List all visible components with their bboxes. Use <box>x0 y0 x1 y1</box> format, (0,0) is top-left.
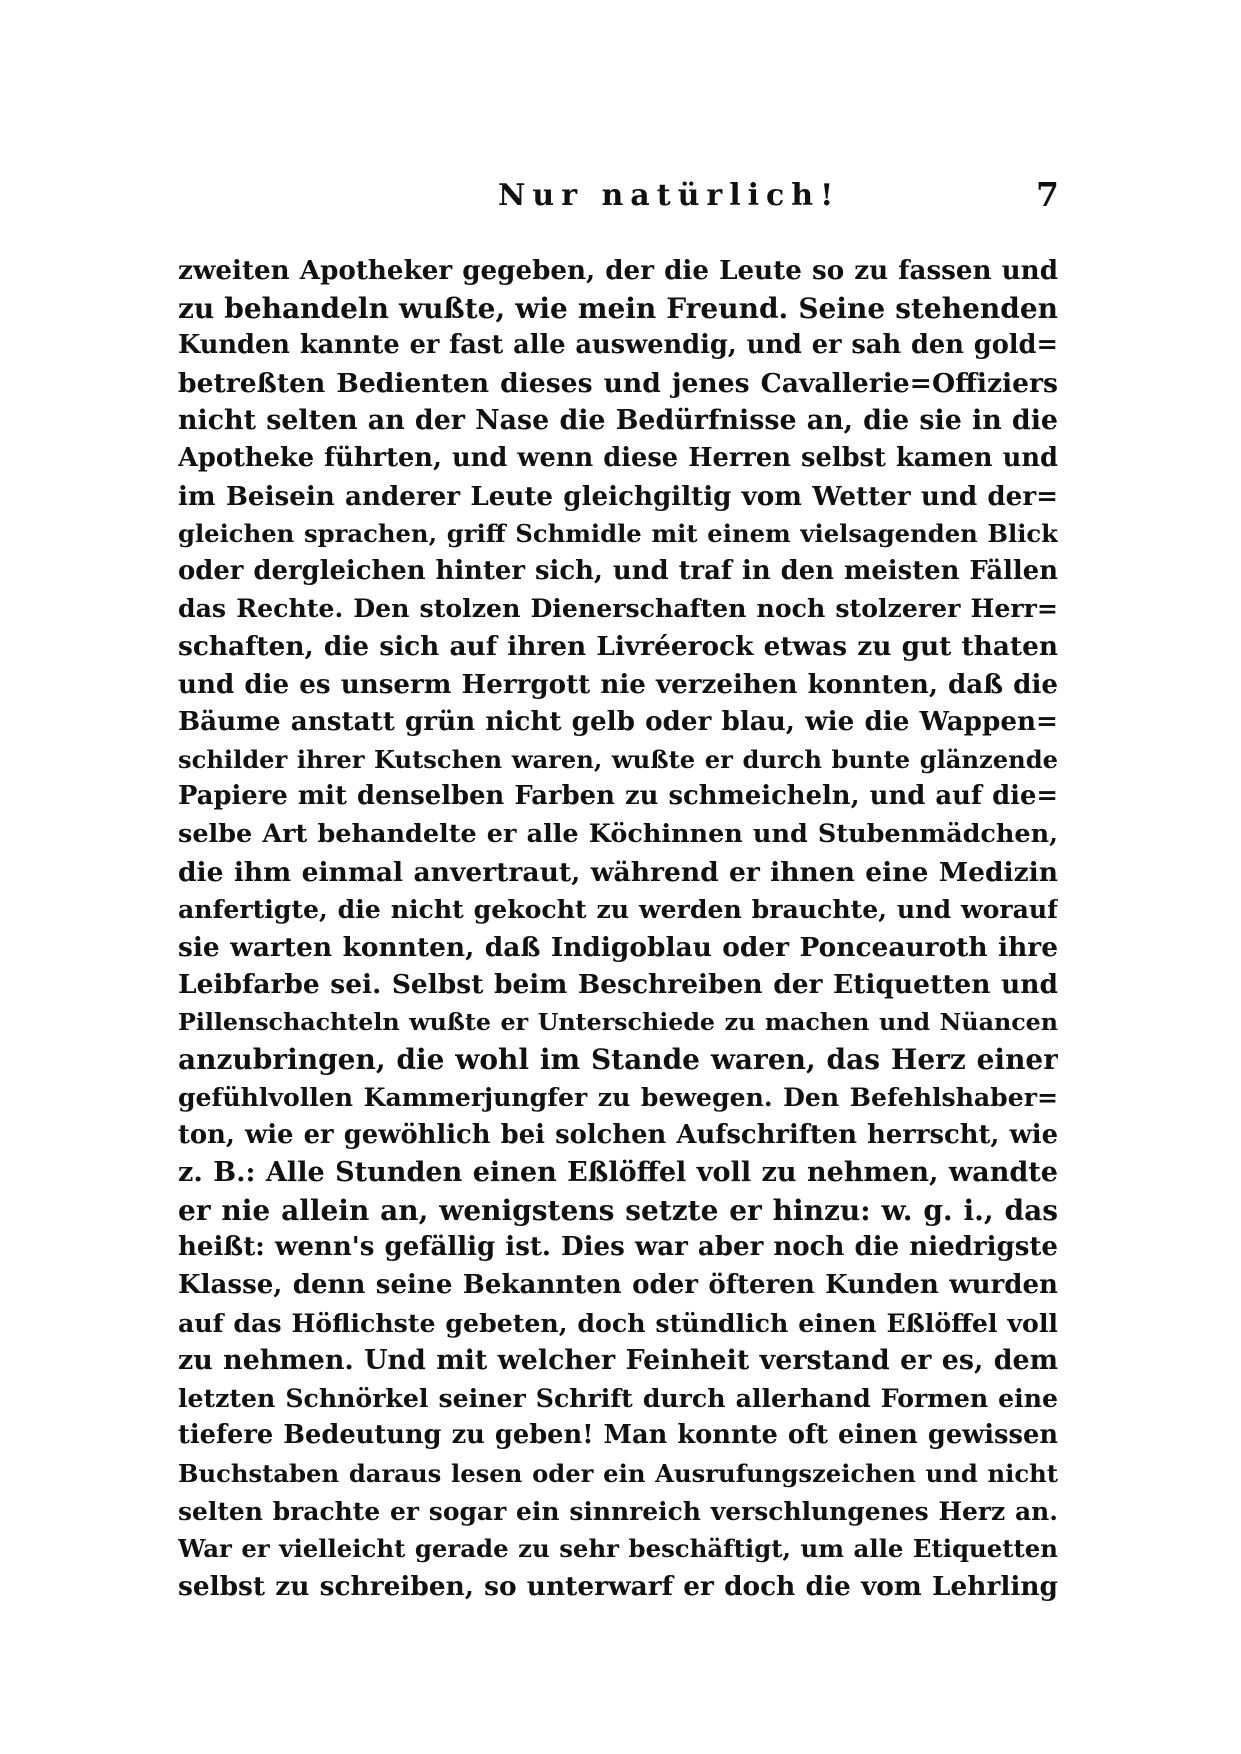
text-line: heißt: wenn's gefällig ist. Dies war aber noch die niedrigste <box>178 1232 1058 1263</box>
text-line: das Rechte. Den stolzen Dienerschaften noch stolzerer Herr= <box>178 593 1058 624</box>
text-line: schaften, die sich auf ihren Livréerock etwas zu gut thaten <box>178 630 1058 662</box>
text-line: zu behandeln wußte, wie mein Freund. Seine stehenden <box>178 291 1058 325</box>
text-line: zu nehmen. Und mit welcher Feinheit verstand er es, dem <box>178 1345 1058 1377</box>
text-line: gefühlvollen Kammerjungfer zu bewegen. Den Befehlshaber= <box>178 1082 1058 1113</box>
page-number: 7 <box>1036 175 1059 214</box>
text-line: z. B.: Alle Stunden einen Eßlöffel voll zu nehmen, wandte <box>178 1157 1058 1189</box>
text-line: tiefere Bedeutung zu geben! Man konnte oft einen gewissen <box>178 1420 1058 1451</box>
body-text <box>178 252 1058 1605</box>
text-line: im Beisein anderer Leute gleichgiltig vom Wetter und der= <box>178 480 1058 512</box>
text-line: anzubringen, die wohl im Stande waren, das Herz einer <box>178 1043 1058 1077</box>
text-line: selbst zu schreiben, so unterwarf er doch die vom Lehrling <box>178 1570 1058 1602</box>
text-line: zweiten Apotheker gegeben, der die Leute so zu fassen und <box>178 255 1058 286</box>
text-line: Kunden kannte er fast alle auswendig, und er sah den gold= <box>178 330 1058 361</box>
text-line: Apotheke führten, und wenn diese Herren selbst kamen und <box>178 442 1058 473</box>
text-line: Pillenschachteln wußte er Unterschiede zu machen und Nüancen <box>178 1007 1058 1036</box>
text-line: selten brachte er sogar ein sinnreich verschlungenes Herz an. <box>178 1496 1058 1526</box>
text-line: oder dergleichen hinter sich, und traf in den meisten Fällen <box>178 555 1058 586</box>
text-line: anfertigte, die nicht gekocht zu werden brauchte, und worauf <box>178 894 1058 925</box>
text-line: Klasse, denn seine Bekannten oder öfteren Kunden wurden <box>178 1270 1058 1301</box>
text-line: Buchstaben daraus lesen oder ein Ausrufungszeichen und nicht <box>178 1459 1058 1488</box>
text-line: und die es unserm Herrgott nie verzeihen konnten, daß die <box>178 668 1058 700</box>
text-line: sie warten konnten, daß Indigoblau oder Ponceauroth ihre <box>178 931 1058 963</box>
text-line: die ihm einmal anvertraut, während er ihnen eine Medizin <box>178 856 1058 888</box>
text-line: War er vielleicht gerade zu sehr beschäftigt, um alle Etiquetten <box>178 1534 1058 1564</box>
text-line: selbe Art behandelte er alle Köchinnen und Stubenmädchen, <box>178 818 1058 849</box>
text-line: betreßten Bedienten dieses und jenes Cavallerie=Offiziers <box>178 367 1058 399</box>
text-line: Papiere mit denselben Farben zu schmeicheln, und auf die= <box>178 781 1058 812</box>
text-line: letzten Schnörkel seiner Schrift durch allerhand Formen eine <box>178 1382 1058 1413</box>
text-line: auf das Höflichste gebeten, doch stündlich einen Eßlöffel voll <box>178 1307 1058 1338</box>
text-line: nicht selten an der Nase die Bedürfnisse an, die sie in die <box>178 405 1058 437</box>
text-line: ton, wie er gewöhlich bei solchen Aufschriften herrscht, wie <box>178 1119 1058 1150</box>
text-line: Leibfarbe sei. Selbst beim Beschreiben der Etiquetten und <box>178 969 1058 1001</box>
text-line: gleichen sprachen, griff Schmidle mit einem vielsagenden Blick <box>178 519 1058 549</box>
text-line: er nie allein an, wenigstens setzte er hinzu: w. g. i., das <box>178 1193 1058 1227</box>
text-line: schilder ihrer Kutschen waren, wußte er durch bunte glänzende <box>178 744 1058 774</box>
running-title: Nur natürlich! <box>498 178 841 213</box>
text-line: Bäume anstatt grün nicht gelb oder blau, wie die Wappen= <box>178 706 1058 738</box>
